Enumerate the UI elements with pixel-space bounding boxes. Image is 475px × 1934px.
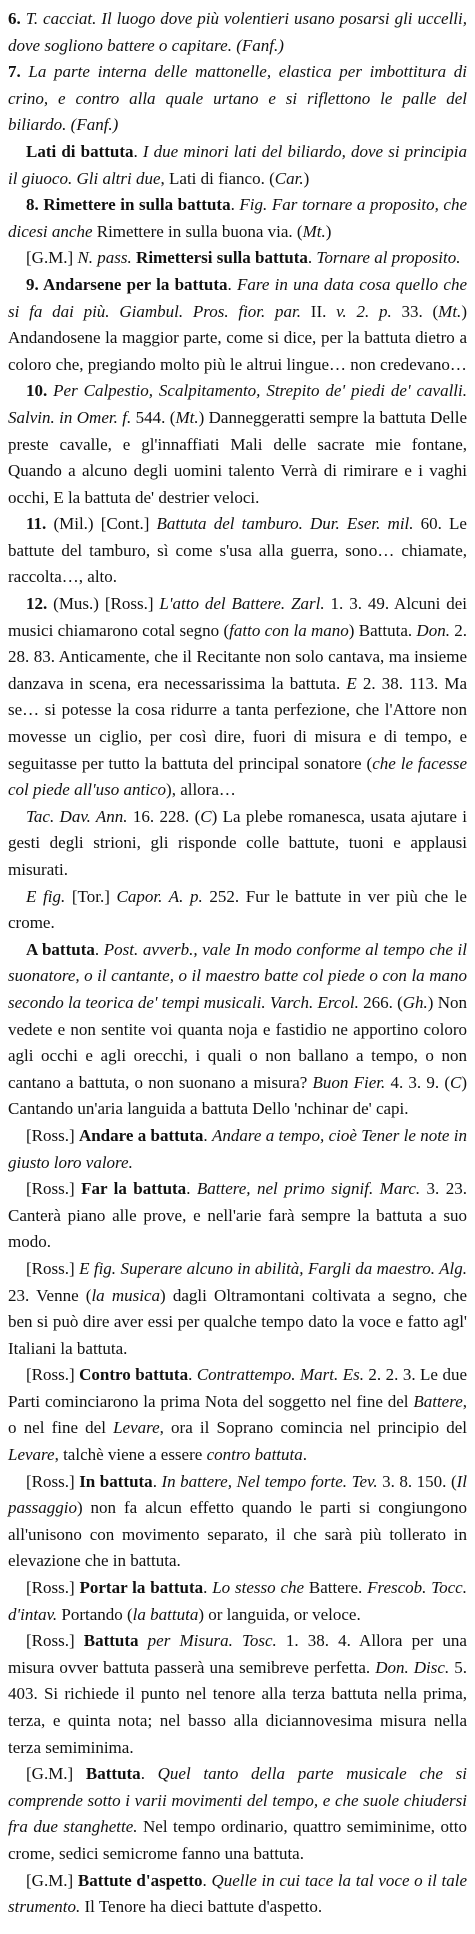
- entry-italic-text: Mt.: [302, 221, 326, 241]
- entry-italic-text: Fare in una data cosa quello che si fa dai più. Giambul. Pros. fior. par.: [8, 274, 467, 321]
- entry-headword: A battuta: [26, 939, 95, 959]
- entry-headword: 9. Andarsene per la battuta: [26, 274, 228, 294]
- entry-headword: Rimettersi sulla battuta: [136, 248, 308, 268]
- entry-text: .: [227, 274, 237, 294]
- dictionary-entry: [8, 139, 467, 192]
- entry-italic-text: Battere: [413, 1391, 463, 1411]
- entry-italic-text: Quelle in cui tace la tal voce o il tale strumento.: [8, 1870, 467, 1917]
- entry-text: [139, 1631, 148, 1650]
- dictionary-entry: [8, 1761, 467, 1867]
- entry-headword: 6.: [8, 9, 26, 28]
- dictionary-entry: [8, 1575, 467, 1628]
- dictionary-entry: [8, 59, 467, 139]
- entry-text: .: [230, 195, 240, 215]
- entry-text: 60. Le battute del tamburo, sì come s'usa alla guerra, sono… chiamate, raccolta…, alto.: [8, 514, 467, 587]
- entry-italic-text: fatto con la mano: [229, 620, 349, 640]
- entry-text: 2. 28. 83. Anticamente, che il Recitante non solo cantava, ma insieme danzava in scena, era necessarissima la battuta.: [8, 620, 468, 693]
- entry-italic-text: T. cacciat. Il luogo dove più volentieri usano posarsi gli uccelli, dove sogliono battere o capitare. (Fanf.): [8, 9, 468, 55]
- entry-text: ) or languida, or veloce.: [198, 1604, 361, 1624]
- entry-text: [Ross.]: [26, 1471, 80, 1491]
- dictionary-entry: [8, 378, 467, 511]
- entry-headword: 8. Rimettere in sulla battuta: [26, 195, 231, 215]
- entry-italic-text: Battere, nel primo signif. Marc.: [196, 1179, 421, 1199]
- dictionary-entry: [8, 1628, 467, 1761]
- entry-headword: 12.: [26, 594, 54, 614]
- dictionary-entry: [8, 1256, 467, 1362]
- entry-text: [Ross.]: [26, 1179, 82, 1199]
- entry-text: .: [307, 248, 317, 268]
- entry-italic-text: la musica: [91, 1285, 161, 1305]
- entry-text: .: [302, 1445, 307, 1465]
- entry-headword: 10.: [26, 381, 54, 401]
- entry-text: ), allora…: [166, 780, 236, 800]
- entry-text: , o nel fine del: [8, 1391, 467, 1438]
- entry-text: [Ross.]: [26, 1631, 84, 1651]
- dictionary-entry: [8, 272, 467, 378]
- dictionary-entry: [8, 884, 467, 937]
- entry-text: ): [325, 221, 332, 241]
- entry-headword: In battuta: [79, 1471, 153, 1491]
- entry-text: 4. 3. 9. (: [385, 1072, 450, 1092]
- entry-smallcaps-text: II.: [301, 301, 337, 321]
- entry-italic-text: C: [449, 1072, 462, 1092]
- entry-text: [Ross.]: [26, 1258, 80, 1278]
- entry-italic-text: Gh.: [402, 992, 428, 1012]
- dictionary-entry: [8, 937, 467, 1123]
- entry-text: [G.M.]: [26, 1764, 86, 1784]
- dictionary-entry: [8, 245, 467, 272]
- entry-text: Il Tenore ha dieci battute d'aspetto.: [80, 1897, 323, 1917]
- entry-text: 5. 403. Si richiede il punto nel tenore alla terza battuta nella prima, terza, e quinta nota; nel basso alla diciannovesima misura nella terza semiminima.: [8, 1657, 468, 1757]
- entry-italic-text: Don. Disc.: [375, 1657, 450, 1677]
- dictionary-entry: [8, 1362, 467, 1468]
- entry-text: 3. 8. 150. (: [377, 1471, 457, 1491]
- entry-text: 266. (: [358, 992, 403, 1012]
- entry-text: , ora il Soprano comincia nel principio del: [159, 1418, 467, 1438]
- dictionary-entry: [8, 1469, 467, 1575]
- entry-text: .: [140, 1764, 158, 1784]
- entry-italic-text: E fig.: [26, 886, 66, 906]
- entry-text: ) La plebe romanesca, usata ajutare i gesti degli strioni, gli risponde colle battute, tuoni e applausi misurati.: [8, 806, 467, 879]
- entry-text: .: [203, 1578, 213, 1598]
- entry-text: 23. Venne (: [8, 1285, 92, 1305]
- entry-italic-text: Il passaggio: [8, 1471, 468, 1518]
- entry-headword: Battute d'aspetto: [77, 1870, 203, 1890]
- entry-text: [G.M.]: [26, 1870, 78, 1890]
- entry-headword: Far la battuta: [81, 1179, 187, 1199]
- entry-text: ): [303, 168, 310, 188]
- entry-text: .: [188, 1365, 197, 1385]
- dictionary-entry: [8, 1123, 467, 1176]
- entry-headword: Lati di battuta: [26, 141, 134, 161]
- entry-italic-text: N. pass.: [77, 248, 132, 268]
- entry-italic-text: Levare: [113, 1418, 160, 1438]
- entry-italic-text: Mt.: [438, 301, 462, 321]
- entry-text: .: [186, 1179, 197, 1199]
- dictionary-entry: [8, 804, 467, 884]
- entry-text: ) Battuta.: [348, 620, 417, 640]
- entry-italic-text: Battuta del tamburo. Dur. Eser. mil.: [156, 514, 414, 534]
- entry-text: ) dagli Oltramontani coltivata a segno, che ben si può dire aver essi per qualche tempo dato la voce e fatto agl' Italiani la battuta.: [8, 1285, 467, 1358]
- dictionary-entry: [8, 6, 467, 59]
- entry-text: ) Danneggeratti sempre la battuta Delle preste cavalle, e gl'innaffiati Mali delle sacrate mie fontane, Quando a alcuno degli uomini talento Verrà di rimirare e i vaghi occhi, E la battuta de' destrier veloci.: [8, 407, 467, 507]
- entry-text: Nel tempo ordinario, quattro semiminime, otto crome, sedici semicrome fanno una battuta.: [8, 1817, 467, 1863]
- entry-italic-text: Tac. Dav. Ann.: [26, 806, 128, 826]
- entry-italic-text: Frescob. Tocc. d'intav.: [8, 1578, 467, 1624]
- entry-italic-text: la battuta: [132, 1604, 199, 1624]
- entry-italic-text: Per Calpestio, Scalpitamento, Strepito de' piedi de' cavalli. Salvin. in Omer. f.: [8, 381, 467, 427]
- entry-text: 3. 23. Canterà piano alle prove, e nell'arie farà sempre la battuta a suo modo.: [8, 1179, 467, 1252]
- entry-italic-text: Tornare al proposito.: [316, 248, 461, 268]
- entry-italic-text: che le facesse col piede all'uso antico: [8, 753, 468, 800]
- dictionary-entry: [8, 1176, 467, 1256]
- dictionary-entry: [8, 511, 467, 591]
- dictionary-entry: [8, 591, 467, 804]
- entry-italic-text: Car.: [274, 168, 304, 188]
- entry-italic-text: In battere, Nel tempo forte. Tev.: [161, 1471, 378, 1491]
- entry-text: Battere.: [304, 1578, 368, 1598]
- entry-text: 33. (: [391, 301, 439, 321]
- entry-italic-text: I due minori lati del biliardo, dove si principia il giuoco. Gli altri due: [8, 141, 467, 188]
- entry-text: .: [203, 1125, 212, 1145]
- entry-italic-text: E: [346, 673, 357, 693]
- entry-text: 1. 38. 4. Allora per una misura ovver battuta passerà una semibreve perfetta.: [8, 1631, 467, 1677]
- entry-text: [Tor.]: [65, 886, 117, 906]
- entry-text: , talchè viene a essere: [54, 1445, 207, 1465]
- entry-italic-text: La parte interna delle mattonelle, elastica per imbottitura di crino, e contro alla quale urtano e si riflettono le palle del biliardo. (Fanf.): [8, 62, 468, 135]
- entry-italic-text: C: [200, 806, 212, 826]
- entry-italic-text: Capor. A. p.: [116, 886, 203, 906]
- entry-text: 2. 2. 3. Le due Parti cominciarono la prima Nota del soggetto nel fine del: [8, 1365, 467, 1411]
- entry-text: 1. 3. 49. Alcuni dei musici chiamarono cotal segno (: [8, 594, 467, 640]
- entry-text: .: [152, 1471, 162, 1491]
- entry-italic-text: Andare a tempo, cioè Tener le note in giusto loro valore.: [8, 1125, 467, 1172]
- entry-italic-text: Post. avverb., vale In modo conforme al tempo che il suonatore, o il cantante, o il maestro batte col piede o con la mano secondo la teorica de' tempi musicali. Varch. Ercol.: [8, 939, 467, 1012]
- entry-text: ) Andandosene la maggior parte, come si dice, per la battuta dietro a coloro che, pregiando molto più le altrui lingue… non credevano…: [8, 301, 467, 374]
- entry-headword: Portar la battuta: [79, 1578, 204, 1598]
- dictionary-entry: [8, 192, 467, 245]
- entry-italic-text: Fig. Far tornare a proposito, che dicesi anche: [8, 195, 467, 241]
- entry-text: [Ross.]: [26, 1578, 80, 1598]
- entry-text: ) Non vedete e non sentite voi quanta noja e fastidio ne apportino coloro agli occhi e agli orecchi, i quali o non ballano a tempo, o non cantano a battuta, o non suonano a misura?: [8, 992, 467, 1092]
- entry-text: (Mus.) [Ross.]: [53, 594, 160, 614]
- entry-italic-text: Mt.: [175, 407, 199, 427]
- entry-headword: 7.: [8, 62, 29, 82]
- entry-italic-text: L'atto del Battere. Zarl.: [159, 594, 325, 614]
- entry-text: 16. 228. (: [127, 806, 201, 826]
- entry-italic-text: contro battuta: [206, 1445, 303, 1465]
- entry-italic-text: Don.: [416, 620, 450, 640]
- entry-italic-text: Contrattempo. Mart. Es.: [196, 1365, 364, 1385]
- entry-text: [Ross.]: [26, 1125, 79, 1145]
- entry-text: [Ross.]: [26, 1365, 80, 1385]
- entry-italic-text: Lo stesso che: [212, 1578, 305, 1598]
- entry-italic-text: per Misura. Tosc.: [147, 1631, 277, 1651]
- entry-headword: 11.: [26, 514, 54, 534]
- entry-headword: Andare a battuta: [78, 1125, 204, 1145]
- entry-text: 544. (: [131, 407, 176, 427]
- entry-text: .: [202, 1870, 212, 1890]
- entry-italic-text: Quel tanto della parte musicale che si comprende sotto i varii movimenti del tempo, e che suole chiudersi fra due stanghette.: [8, 1764, 468, 1837]
- entry-italic-text: Buon Fier.: [312, 1072, 386, 1092]
- entry-text: .: [133, 141, 143, 161]
- entry-italic-text: E fig. Superare alcuno in abilità, Fargli da maestro. Alg.: [79, 1258, 467, 1278]
- entry-italic-text: v. 2. p.: [336, 301, 392, 321]
- entry-text: , Lati di fianco. (: [160, 168, 275, 188]
- dictionary-entry: [8, 1868, 467, 1921]
- entry-text: Portando (: [57, 1604, 133, 1624]
- entry-italic-text: Levare: [8, 1445, 55, 1465]
- entry-text: Rimettere in sulla buona via. (: [92, 221, 303, 241]
- entry-text: [G.M.]: [26, 248, 78, 268]
- entry-text: 2. 38. 113. Ma se… si potesse la cosa ridurre a tanta perfezione, che l'Attore non movesse un ciglio, per così dire, fuori di misura e di tempo, e seguitasse per tutto la battuta del principal sonatore (: [8, 673, 467, 773]
- entry-text: ) non fa alcun effetto quando le parti si congiungono all'unisono con movimento separato, il che sarà più tollerato in elevazione che in battuta.: [8, 1498, 467, 1571]
- entry-text: ) Cantando un'aria languida a battuta Dello 'nchinar de' capi.: [8, 1072, 467, 1119]
- entry-headword: Battuta: [83, 1631, 139, 1651]
- entry-headword: Battuta: [85, 1764, 141, 1784]
- entry-text: (Mil.) [Cont.]: [53, 514, 157, 534]
- entry-text: .: [94, 939, 104, 959]
- entry-headword: Contro battuta: [79, 1365, 189, 1385]
- entry-text: 252. Fur le battute in ver più che le crome.: [8, 886, 467, 933]
